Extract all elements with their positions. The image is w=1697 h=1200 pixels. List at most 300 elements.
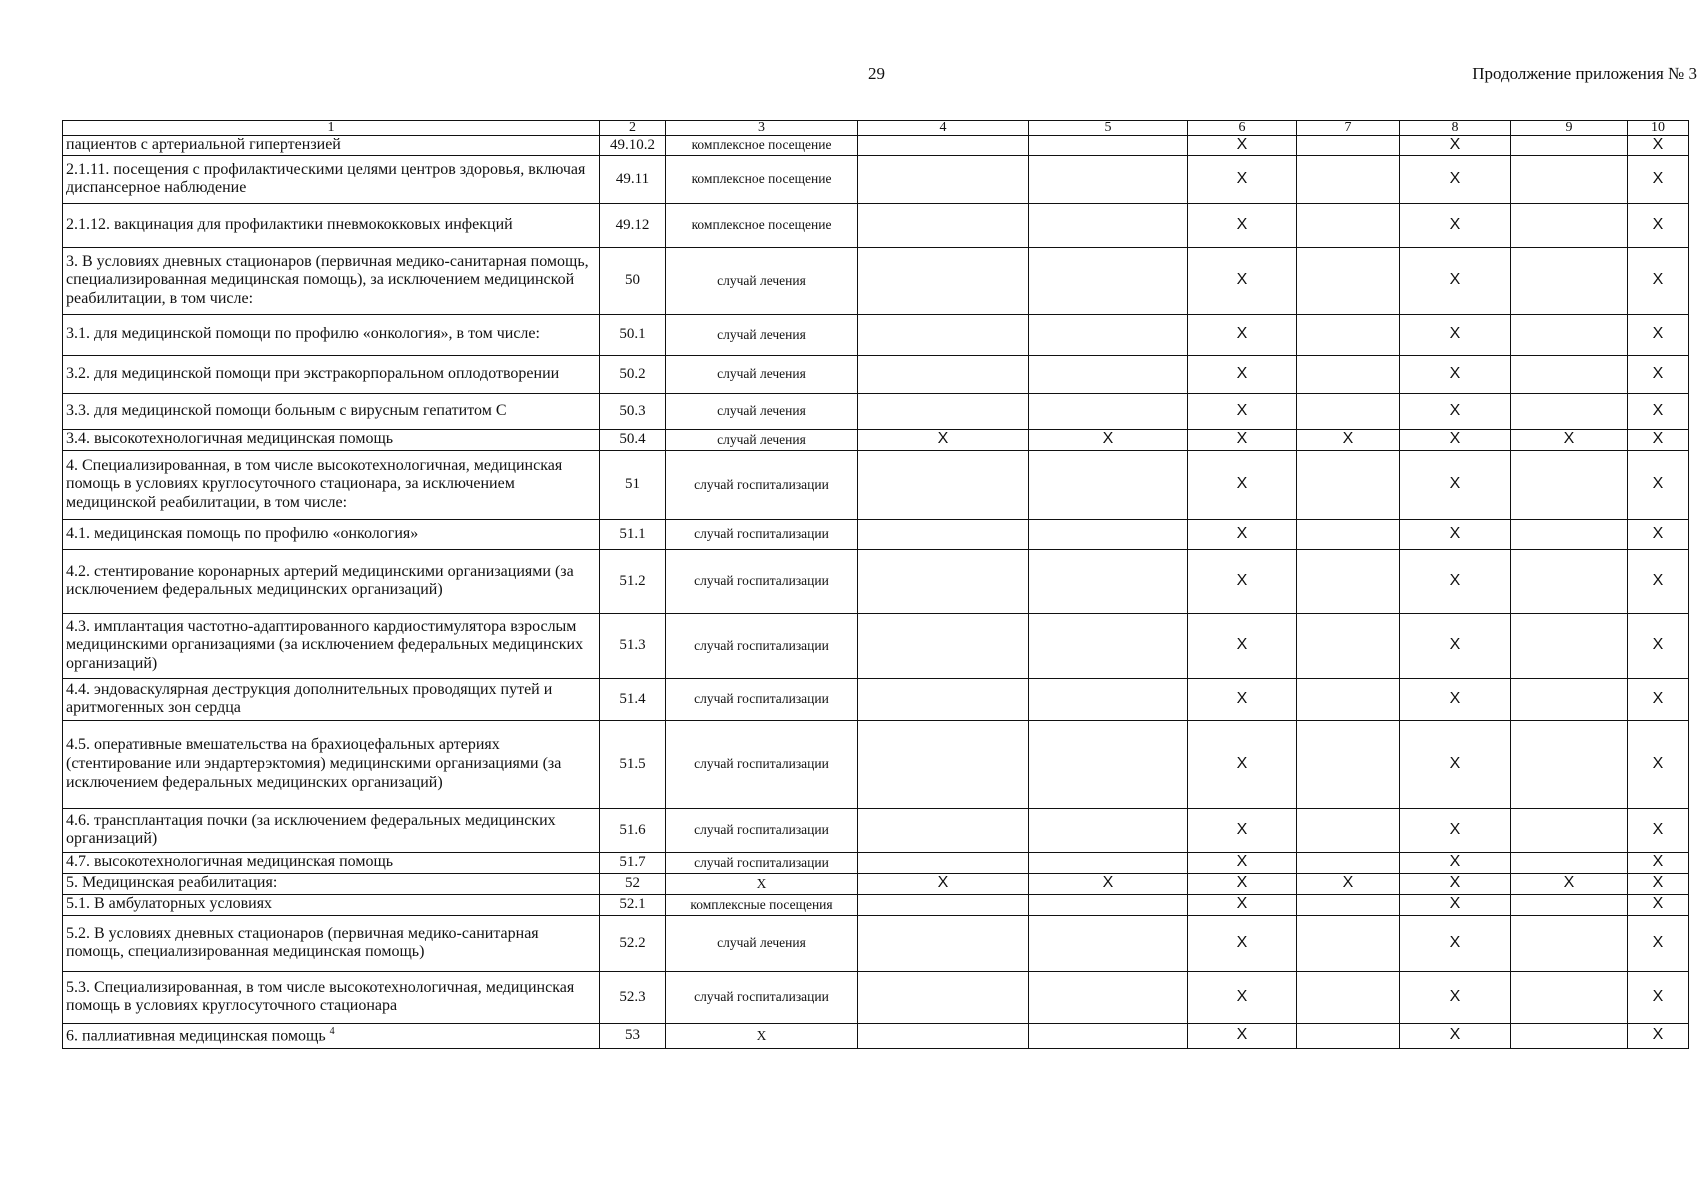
cell-text: случай госпитализации xyxy=(694,691,829,707)
cell-text: 3.4. высокотехнологичная медицинская помощь xyxy=(66,430,394,448)
col10-cell xyxy=(1628,808,1689,852)
cell-text: случай госпитализации xyxy=(694,637,829,653)
cell-text: 4.6. трансплантация почки (за исключением федеральных медицинских организаций) xyxy=(66,811,556,848)
col4-cell xyxy=(858,247,1029,314)
row-number-cell xyxy=(600,678,666,720)
col8-cell xyxy=(1400,971,1511,1023)
col6-cell xyxy=(1188,808,1297,852)
cell-text: случай лечения xyxy=(717,431,806,447)
table-row xyxy=(63,720,1689,808)
col9-cell xyxy=(1511,450,1628,519)
unit-cell xyxy=(666,519,858,549)
cell-text: Х xyxy=(1652,136,1664,153)
col4-cell xyxy=(858,971,1029,1023)
cell-text: 2.1.11. посещения с профилактическими целями центров здоровья, включая диспансерное наблюдение xyxy=(66,160,586,197)
cell-text: случай лечения xyxy=(717,935,806,951)
row-number-cell xyxy=(600,519,666,549)
col6-cell xyxy=(1188,873,1297,894)
cell-text: случай лечения xyxy=(717,326,806,342)
cell-text: 49.10.2 xyxy=(610,136,655,153)
col4-cell xyxy=(858,894,1029,915)
col7-cell xyxy=(1297,971,1400,1023)
col10-cell xyxy=(1628,155,1689,203)
unit-cell xyxy=(666,203,858,247)
table-row xyxy=(63,393,1689,429)
column-number-row xyxy=(63,121,1689,136)
col6-cell xyxy=(1188,393,1297,429)
col7-cell xyxy=(1297,894,1400,915)
cell-text: случай госпитализации xyxy=(694,822,829,838)
cell-text: Х xyxy=(756,1027,767,1043)
col10-cell xyxy=(1628,915,1689,971)
col9-cell xyxy=(1511,971,1628,1023)
cell-text: случай лечения xyxy=(717,272,806,288)
table-row xyxy=(63,314,1689,355)
cell-text: Х xyxy=(1652,475,1664,493)
cell-text: 4. Специализированная, в том числе высокотехнологичная, медицинская помощь в условиях круглосуточного стационара, за исключением медицинской реабилитации, в том числе: xyxy=(66,456,563,512)
unit-cell xyxy=(666,429,858,450)
col5-cell xyxy=(1029,678,1188,720)
indicator-name-cell xyxy=(63,450,600,519)
cell-text: Х xyxy=(1652,215,1664,233)
cell-text: Х xyxy=(1236,1026,1248,1044)
col4-cell xyxy=(858,1023,1029,1048)
col10-cell xyxy=(1628,873,1689,894)
page-number: 29 xyxy=(868,64,885,83)
col10-cell xyxy=(1628,355,1689,393)
table-row xyxy=(63,519,1689,549)
cell-text: Х xyxy=(1449,401,1461,419)
cell-text: Х xyxy=(1449,571,1461,589)
row-number-cell xyxy=(600,549,666,613)
cell-text: 51.2 xyxy=(619,572,646,589)
col9-cell xyxy=(1511,203,1628,247)
cell-text: Х xyxy=(1236,524,1248,542)
indicator-name-cell xyxy=(63,971,600,1023)
cell-text: Х xyxy=(1236,874,1248,892)
col10-cell xyxy=(1628,852,1689,873)
cell-text: 50 xyxy=(625,272,640,289)
cell-text: 4.3. имплантация частотно-адаптированного кардиостимулятора взрослым медицинскими организациями (за исключением федеральных медицинских организаций) xyxy=(66,617,584,673)
cell-text: 50.4 xyxy=(619,431,646,448)
col10-cell xyxy=(1628,247,1689,314)
col10-cell xyxy=(1628,136,1689,156)
col6-cell xyxy=(1188,136,1297,156)
col6-cell xyxy=(1188,519,1297,549)
col4-cell xyxy=(858,355,1029,393)
cell-text: Х xyxy=(1449,271,1461,289)
cell-text: Х xyxy=(1652,271,1664,289)
col10-cell xyxy=(1628,678,1689,720)
indicator-name-cell xyxy=(63,852,600,873)
cell-text: Х xyxy=(1449,524,1461,542)
row-number-cell xyxy=(600,971,666,1023)
cell-text: Х xyxy=(1449,215,1461,233)
col8-cell xyxy=(1400,393,1511,429)
unit-cell xyxy=(666,450,858,519)
column-header: 8 xyxy=(1400,121,1511,136)
col8-cell xyxy=(1400,613,1511,678)
col5-cell xyxy=(1029,873,1188,894)
indicator-name-cell xyxy=(63,155,600,203)
indicator-name-cell xyxy=(63,429,600,450)
col4-cell xyxy=(858,314,1029,355)
indicator-name-cell xyxy=(63,136,600,156)
col7-cell xyxy=(1297,314,1400,355)
cell-text: 3.2. для медицинской помощи при экстракорпоральном оплодотворении xyxy=(66,364,560,382)
col6-cell xyxy=(1188,429,1297,450)
cell-text: Х xyxy=(1652,933,1664,951)
cell-text: Х xyxy=(1102,430,1114,448)
row-number-cell xyxy=(600,894,666,915)
col8-cell xyxy=(1400,247,1511,314)
cell-text: случай госпитализации xyxy=(694,476,829,492)
col5-cell xyxy=(1029,314,1188,355)
cell-text: Х xyxy=(1652,689,1664,707)
table-row xyxy=(63,613,1689,678)
cell-text: случай госпитализации xyxy=(694,854,829,870)
cell-text: Х xyxy=(1449,430,1461,448)
row-number-cell xyxy=(600,203,666,247)
column-header: 7 xyxy=(1297,121,1400,136)
cell-text: случай госпитализации xyxy=(694,526,829,542)
cell-text: Х xyxy=(1236,689,1248,707)
cell-text: Х xyxy=(1449,689,1461,707)
cell-text: Х xyxy=(1449,636,1461,654)
cell-text: Х xyxy=(1236,169,1248,187)
col8-cell xyxy=(1400,852,1511,873)
cell-text: Х xyxy=(1563,430,1575,448)
indicator-name-cell xyxy=(63,314,600,355)
col7-cell xyxy=(1297,613,1400,678)
cell-text: 2.1.12. вакцинация для профилактики пневмококковых инфекций xyxy=(66,215,513,233)
col4-cell xyxy=(858,873,1029,894)
col4-cell xyxy=(858,155,1029,203)
col9-cell xyxy=(1511,247,1628,314)
cell-text: 51 xyxy=(625,476,640,493)
unit-cell xyxy=(666,136,858,156)
table-row xyxy=(63,678,1689,720)
col6-cell xyxy=(1188,355,1297,393)
row-number-cell xyxy=(600,429,666,450)
col6-cell xyxy=(1188,915,1297,971)
unit-cell xyxy=(666,678,858,720)
col6-cell xyxy=(1188,450,1297,519)
cell-text: Х xyxy=(937,874,949,892)
col6-cell xyxy=(1188,203,1297,247)
cell-text: Х xyxy=(1449,1026,1461,1044)
col10-cell xyxy=(1628,393,1689,429)
cell-text: случай госпитализации xyxy=(694,756,829,772)
col7-cell xyxy=(1297,450,1400,519)
cell-text: Х xyxy=(1236,987,1248,1005)
cell-text: Х xyxy=(1652,754,1664,772)
col8-cell xyxy=(1400,894,1511,915)
cell-text: Х xyxy=(1652,364,1664,382)
cell-text: Х xyxy=(1652,895,1664,913)
col9-cell xyxy=(1511,429,1628,450)
cell-text: Х xyxy=(1236,215,1248,233)
indicator-name-cell xyxy=(63,519,600,549)
unit-cell xyxy=(666,915,858,971)
cell-text: случай госпитализации xyxy=(694,573,829,589)
col7-cell xyxy=(1297,915,1400,971)
col10-cell xyxy=(1628,549,1689,613)
unit-cell xyxy=(666,155,858,203)
col5-cell xyxy=(1029,519,1188,549)
col8-cell xyxy=(1400,549,1511,613)
col10-cell xyxy=(1628,429,1689,450)
cell-text: 5.2. В условиях дневных стационаров (первичная медико-санитарная помощь, специализированная медицинская помощь) xyxy=(66,924,539,961)
cell-text: Х xyxy=(1652,636,1664,654)
cell-text: 51.6 xyxy=(619,821,646,838)
col4-cell xyxy=(858,613,1029,678)
col9-cell xyxy=(1511,393,1628,429)
cell-text: Х xyxy=(1102,874,1114,892)
table-row xyxy=(63,450,1689,519)
col9-cell xyxy=(1511,1023,1628,1048)
cell-text: Х xyxy=(1236,571,1248,589)
col4-cell xyxy=(858,549,1029,613)
cell-text: 51.5 xyxy=(619,755,646,772)
col8-cell xyxy=(1400,808,1511,852)
cell-text: 3.3. для медицинской помощи больным с вирусным гепатитом С xyxy=(66,401,507,419)
col8-cell xyxy=(1400,678,1511,720)
cell-text: Х xyxy=(1236,853,1248,871)
row-number-cell xyxy=(600,355,666,393)
cell-text: 6. паллиативная медицинская помощь xyxy=(66,1027,326,1045)
row-number-cell xyxy=(600,247,666,314)
cell-text: 49.12 xyxy=(615,216,650,233)
unit-cell xyxy=(666,613,858,678)
cell-text: 4.4. эндоваскулярная деструкция дополнительных проводящих путей и аритмогенных зон сердца xyxy=(66,680,553,717)
col10-cell xyxy=(1628,613,1689,678)
col7-cell xyxy=(1297,203,1400,247)
col9-cell xyxy=(1511,873,1628,894)
col4-cell xyxy=(858,393,1029,429)
cell-text: Х xyxy=(1652,853,1664,871)
cell-text: Х xyxy=(1652,325,1664,343)
table-row xyxy=(63,852,1689,873)
cell-text: Х xyxy=(1652,401,1664,419)
cell-text: Х xyxy=(1236,895,1248,913)
cell-text: пациентов с артериальной гипертензией xyxy=(66,136,341,153)
footnote-marker: 4 xyxy=(329,1025,335,1037)
cell-text: Х xyxy=(1449,895,1461,913)
cell-text: Х xyxy=(1236,430,1248,448)
table-row xyxy=(63,203,1689,247)
cell-text: 3.1. для медицинской помощи по профилю «онкология», в том числе: xyxy=(66,325,540,343)
indicator-name-cell xyxy=(63,894,600,915)
column-header: 9 xyxy=(1511,121,1628,136)
indicator-name-cell xyxy=(63,247,600,314)
cell-text: комплексное посещение xyxy=(691,137,832,153)
col10-cell xyxy=(1628,450,1689,519)
cell-text: 51.7 xyxy=(619,854,646,871)
unit-cell xyxy=(666,852,858,873)
col4-cell xyxy=(858,852,1029,873)
cell-text: 52.2 xyxy=(619,934,646,951)
unit-cell xyxy=(666,720,858,808)
col9-cell xyxy=(1511,136,1628,156)
col6-cell xyxy=(1188,1023,1297,1048)
col7-cell xyxy=(1297,852,1400,873)
col7-cell xyxy=(1297,519,1400,549)
col5-cell xyxy=(1029,450,1188,519)
col7-cell xyxy=(1297,1023,1400,1048)
row-number-cell xyxy=(600,136,666,156)
indicator-name-cell xyxy=(63,720,600,808)
table-row xyxy=(63,894,1689,915)
cell-text: Х xyxy=(1449,475,1461,493)
indicator-name-cell xyxy=(63,549,600,613)
cell-text: комплексное посещение xyxy=(691,171,832,187)
table-row xyxy=(63,247,1689,314)
col8-cell xyxy=(1400,720,1511,808)
col10-cell xyxy=(1628,971,1689,1023)
col8-cell xyxy=(1400,450,1511,519)
cell-text: Х xyxy=(1449,136,1461,153)
row-number-cell xyxy=(600,314,666,355)
indicator-name-cell xyxy=(63,613,600,678)
col5-cell xyxy=(1029,852,1188,873)
col8-cell xyxy=(1400,915,1511,971)
column-header: 3 xyxy=(666,121,858,136)
col5-cell xyxy=(1029,894,1188,915)
table-row xyxy=(63,873,1689,894)
cell-text: 51.1 xyxy=(619,525,646,542)
cell-text: Х xyxy=(1652,1026,1664,1044)
row-number-cell xyxy=(600,720,666,808)
col7-cell xyxy=(1297,549,1400,613)
col7-cell xyxy=(1297,393,1400,429)
unit-cell xyxy=(666,355,858,393)
column-header: 2 xyxy=(600,121,666,136)
table-row xyxy=(63,808,1689,852)
col5-cell xyxy=(1029,429,1188,450)
col7-cell xyxy=(1297,873,1400,894)
cell-text: 4.2. стентирование коронарных артерий медицинскими организациями (за исключением федеральных медицинских организаций) xyxy=(66,562,574,599)
cell-text: Х xyxy=(1449,853,1461,871)
col9-cell xyxy=(1511,519,1628,549)
col6-cell xyxy=(1188,852,1297,873)
col5-cell xyxy=(1029,203,1188,247)
table-row xyxy=(63,155,1689,203)
cell-text: 5.3. Специализированная, в том числе высокотехнологичная, медицинская помощь в условиях круглосуточного стационара xyxy=(66,978,575,1015)
indicator-name-cell xyxy=(63,1023,600,1048)
col8-cell xyxy=(1400,355,1511,393)
col10-cell xyxy=(1628,894,1689,915)
cell-text: Х xyxy=(1342,874,1354,892)
table-row xyxy=(63,355,1689,393)
cell-text: Х xyxy=(1449,364,1461,382)
indicator-name-cell xyxy=(63,915,600,971)
cell-text: Х xyxy=(756,875,767,891)
col5-cell xyxy=(1029,247,1188,314)
cell-text: Х xyxy=(1236,820,1248,838)
indicator-name-cell xyxy=(63,678,600,720)
col9-cell xyxy=(1511,915,1628,971)
col6-cell xyxy=(1188,678,1297,720)
col4-cell xyxy=(858,429,1029,450)
col7-cell xyxy=(1297,808,1400,852)
col5-cell xyxy=(1029,971,1188,1023)
table-row xyxy=(63,429,1689,450)
col7-cell xyxy=(1297,247,1400,314)
col6-cell xyxy=(1188,549,1297,613)
cell-text: Х xyxy=(1652,987,1664,1005)
cell-text: Х xyxy=(1449,987,1461,1005)
col5-cell xyxy=(1029,136,1188,156)
cell-text: Х xyxy=(1449,169,1461,187)
cell-text: 51.3 xyxy=(619,637,646,654)
cell-text: Х xyxy=(1236,401,1248,419)
cell-text: 49.11 xyxy=(615,170,650,187)
col6-cell xyxy=(1188,971,1297,1023)
col4-cell xyxy=(858,136,1029,156)
cell-text: Х xyxy=(1449,754,1461,772)
cell-text: Х xyxy=(1342,430,1354,448)
col7-cell xyxy=(1297,136,1400,156)
cell-text: 52 xyxy=(625,875,640,892)
col5-cell xyxy=(1029,1023,1188,1048)
cell-text: 50.3 xyxy=(619,402,646,419)
col10-cell xyxy=(1628,519,1689,549)
indicator-name-cell xyxy=(63,393,600,429)
col8-cell xyxy=(1400,203,1511,247)
cell-text: Х xyxy=(1652,169,1664,187)
cell-text: Х xyxy=(1449,325,1461,343)
col9-cell xyxy=(1511,549,1628,613)
row-number-cell xyxy=(600,450,666,519)
col6-cell xyxy=(1188,247,1297,314)
col5-cell xyxy=(1029,613,1188,678)
cell-text: 5. Медицинская реабилитация: xyxy=(66,874,278,892)
cell-text: комплексное посещение xyxy=(691,217,832,233)
col4-cell xyxy=(858,450,1029,519)
unit-cell xyxy=(666,808,858,852)
col9-cell xyxy=(1511,852,1628,873)
row-number-cell xyxy=(600,393,666,429)
cell-text: комплексные посещения xyxy=(690,896,833,912)
row-number-cell xyxy=(600,852,666,873)
appendix-continuation-label: Продолжение приложения № 3 xyxy=(1472,64,1697,83)
cell-text: случай лечения xyxy=(717,403,806,419)
col10-cell xyxy=(1628,1023,1689,1048)
col8-cell xyxy=(1400,1023,1511,1048)
unit-cell xyxy=(666,247,858,314)
cell-text: 50.2 xyxy=(619,365,646,382)
col10-cell xyxy=(1628,203,1689,247)
col4-cell xyxy=(858,519,1029,549)
col9-cell xyxy=(1511,155,1628,203)
row-number-cell xyxy=(600,1023,666,1048)
row-number-cell xyxy=(600,873,666,894)
col7-cell xyxy=(1297,355,1400,393)
col7-cell xyxy=(1297,720,1400,808)
col7-cell xyxy=(1297,678,1400,720)
cell-text: 52.1 xyxy=(619,896,646,913)
col8-cell xyxy=(1400,873,1511,894)
unit-cell xyxy=(666,894,858,915)
column-header: 6 xyxy=(1188,121,1297,136)
indicator-name-cell xyxy=(63,203,600,247)
col6-cell xyxy=(1188,720,1297,808)
column-header: 10 xyxy=(1628,121,1689,136)
indicator-name-cell xyxy=(63,873,600,894)
column-header: 5 xyxy=(1029,121,1188,136)
col10-cell xyxy=(1628,720,1689,808)
